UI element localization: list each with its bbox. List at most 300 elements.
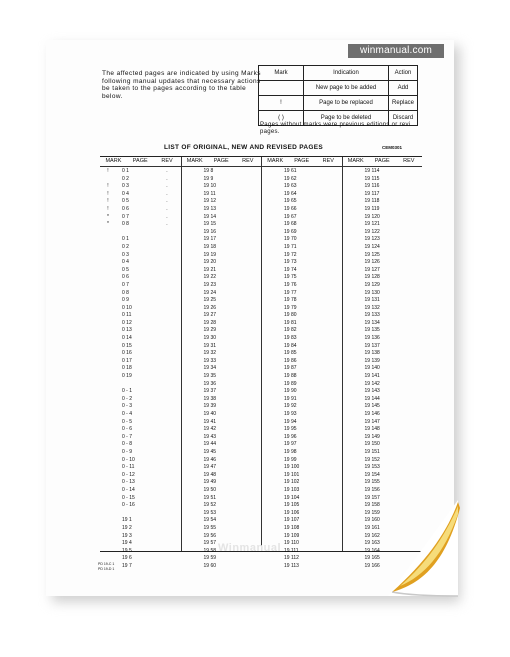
- page-cell: 19 68: [284, 221, 297, 228]
- list-row: [343, 183, 423, 191]
- mark-cell: [182, 327, 198, 335]
- list-row: [262, 350, 342, 358]
- mark-cell: [100, 236, 116, 244]
- page-cell: 0 2: [122, 175, 129, 182]
- mark-cell: [262, 411, 278, 419]
- page-cell: 19 147: [364, 418, 380, 425]
- list-row: [262, 198, 342, 206]
- mark-cell: [182, 540, 198, 548]
- rev-cell: [399, 176, 421, 184]
- page-cell: 19 19: [203, 251, 217, 258]
- rev-cell: [399, 426, 421, 434]
- page-cell: 19 114: [364, 168, 380, 174]
- page-cell: 19 53: [203, 509, 217, 516]
- page-cell: 19 85: [284, 350, 297, 357]
- list-row: [100, 267, 181, 275]
- rev-cell: [318, 252, 340, 260]
- list-row: [343, 464, 423, 472]
- list-row: [182, 388, 262, 396]
- list-row: [182, 457, 262, 465]
- list-row: [343, 365, 423, 373]
- page-cell: 19 32: [203, 350, 217, 357]
- page-cell: 19 72: [284, 251, 297, 258]
- page-cell: 19 28: [203, 319, 217, 326]
- rev-cell: [238, 388, 260, 396]
- list-row: [343, 259, 423, 267]
- page-cell: 0 12: [122, 319, 132, 326]
- mark-cell: [100, 479, 116, 487]
- mark-cell: [182, 282, 198, 290]
- legend-header-action: Action: [389, 66, 418, 81]
- page-cell: 0 7: [122, 213, 129, 220]
- column-header-mark: MARK: [186, 158, 203, 164]
- mark-cell: [343, 464, 359, 472]
- mark-cell: [182, 252, 198, 260]
- page-cell: 19 90: [284, 388, 297, 395]
- rev-cell: [238, 176, 260, 184]
- page-cell: 19 38: [203, 395, 217, 402]
- list-row: [100, 320, 181, 328]
- list-row: [100, 449, 181, 457]
- mark-cell: [262, 305, 278, 313]
- page-cell: 0 2: [122, 243, 129, 250]
- intro-text: The affected pages are indicated by using Marks following manual updates that necessary actions be taken to the pages according to the table below.: [102, 70, 261, 100]
- list-row: [100, 183, 181, 191]
- mark-cell: [343, 198, 359, 206]
- list-row: [343, 403, 423, 411]
- mark-cell: [343, 381, 359, 389]
- list-row: [182, 221, 262, 229]
- list-row: [182, 252, 262, 260]
- page-cell: 19 137: [364, 342, 380, 349]
- page-cell: 19 26: [203, 304, 217, 311]
- mark-cell: [262, 403, 278, 411]
- rev-cell: [238, 403, 260, 411]
- list-row: [100, 381, 181, 389]
- page-cell: 0 9: [122, 297, 129, 304]
- mark-cell: [262, 517, 278, 525]
- page-cell: 0 - 5: [122, 418, 133, 425]
- column-header: [343, 157, 423, 167]
- mark-cell: [182, 555, 198, 563]
- mark-cell: [182, 244, 198, 252]
- rev-cell: [399, 373, 421, 381]
- column-header-mark: MARK: [347, 158, 364, 164]
- page-cell: 19 27: [203, 312, 217, 319]
- rev-cell: [238, 510, 260, 518]
- rev-cell: [156, 305, 178, 313]
- column-header: [262, 157, 342, 167]
- column-header-mark: MARK: [267, 158, 284, 164]
- list-row: [182, 555, 262, 563]
- list-row: [100, 252, 181, 260]
- page-cell: 19 1: [122, 517, 132, 524]
- mark-cell: [262, 388, 278, 396]
- mark-cell: [343, 297, 359, 305]
- page-cell: 0 16: [122, 350, 132, 357]
- list-row: [262, 449, 342, 457]
- page-cell: 19 71: [284, 243, 297, 250]
- list-row: [100, 517, 181, 525]
- mark-cell: [262, 464, 278, 472]
- rev-cell: [156, 350, 178, 358]
- list-row: [262, 274, 342, 282]
- rev-cell: [238, 555, 260, 563]
- rev-cell: [318, 221, 340, 229]
- rev-cell: [238, 221, 260, 229]
- mark-cell: [343, 419, 359, 427]
- list-row: [343, 229, 423, 237]
- page-cell: 19 142: [364, 380, 380, 387]
- list-row: [262, 381, 342, 389]
- page-cell: 19 55: [203, 524, 217, 531]
- mark-cell: [262, 198, 278, 206]
- rev-cell: [399, 327, 421, 335]
- rev-cell: [156, 555, 178, 563]
- page-cell: 19 50: [203, 486, 217, 493]
- list-row: [262, 464, 342, 472]
- list-row: [343, 198, 423, 206]
- rev-cell: [156, 525, 178, 533]
- rev-cell: [156, 464, 178, 472]
- page-cell: 19 40: [203, 411, 217, 417]
- column-header-page: PAGE: [294, 158, 310, 164]
- mark-cell: [100, 525, 116, 533]
- rev-cell: [238, 191, 260, 199]
- list-row: [182, 472, 262, 480]
- mark-cell: [182, 183, 198, 191]
- list-row: [182, 434, 262, 442]
- list-row: [343, 327, 423, 335]
- mark-cell: [100, 540, 116, 548]
- mark-cell: [100, 457, 116, 465]
- page-cell: 19 4: [122, 540, 132, 547]
- list-row: [262, 252, 342, 260]
- mark-cell: [100, 229, 116, 237]
- mark-cell: [182, 191, 198, 199]
- list-row: [262, 297, 342, 305]
- mark-cell: [182, 206, 198, 214]
- list-row: [343, 312, 423, 320]
- mark-cell: [182, 176, 198, 184]
- mark-cell: [262, 555, 278, 563]
- rev-cell: [318, 335, 340, 343]
- page-cell: 19 12: [203, 198, 217, 205]
- rev-cell: [156, 403, 178, 411]
- page-cell: 19 146: [364, 411, 380, 417]
- page-cell: 19 73: [284, 259, 297, 266]
- mark-cell: [182, 168, 198, 176]
- list-row: [100, 335, 181, 343]
- mark-cell: [262, 563, 278, 571]
- rev-cell: [318, 533, 340, 541]
- list-row: [262, 183, 342, 191]
- list-row: [262, 403, 342, 411]
- list-row: [343, 244, 423, 252]
- page-cell: 19 7: [122, 562, 132, 569]
- list-row: [100, 176, 181, 184]
- page-cell: 19 43: [203, 433, 217, 440]
- page-cell: 19 139: [364, 357, 380, 364]
- page-cell: 19 101: [284, 471, 300, 478]
- mark-cell: [182, 441, 198, 449]
- page-cell: 19 155: [364, 479, 380, 486]
- list-row: [100, 198, 181, 206]
- mark-cell: [100, 305, 116, 313]
- page-cell: 19 159: [364, 509, 380, 516]
- rev-cell: [156, 312, 178, 320]
- page-cell: 19 91: [284, 395, 297, 402]
- list-row: [100, 510, 181, 518]
- rev-cell: [156, 274, 178, 282]
- page-cell: 19 47: [203, 464, 217, 471]
- page-cell: 19 138: [364, 350, 380, 357]
- rev-cell: [318, 510, 340, 518]
- mark-cell: [343, 214, 359, 222]
- list-row: [182, 176, 262, 184]
- page-cell: 19 117: [364, 190, 380, 197]
- rev-cell: [399, 183, 421, 191]
- mark-cell: [182, 533, 198, 541]
- mark-cell: [262, 358, 278, 366]
- page-cell: 19 88: [284, 373, 297, 380]
- list-row: [100, 343, 181, 351]
- mark-cell: [262, 419, 278, 427]
- page-cell: 19 118: [364, 198, 380, 205]
- mark-cell: [343, 449, 359, 457]
- mark-cell: [100, 472, 116, 480]
- rev-cell: [156, 479, 178, 487]
- rev-cell: [156, 365, 178, 373]
- rev-cell: [156, 297, 178, 305]
- list-row: [182, 236, 262, 244]
- list-row: [262, 472, 342, 480]
- mark-cell: [182, 388, 198, 396]
- mark-cell: [182, 517, 198, 525]
- rev-cell: [238, 365, 260, 373]
- list-row: [100, 403, 181, 411]
- legend-row: [259, 81, 418, 96]
- mark-cell: [343, 457, 359, 465]
- page-cell: 19 145: [364, 403, 380, 410]
- page-cell: 19 105: [284, 502, 300, 509]
- page-cell: 19 59: [203, 555, 217, 562]
- list-row: [262, 426, 342, 434]
- page-cell: [116, 229, 156, 237]
- list-row: [262, 555, 342, 563]
- page-cell: 0 - 1: [122, 388, 133, 395]
- list-row: [182, 479, 262, 487]
- rev-cell: [318, 502, 340, 510]
- page-cell: 19 14: [203, 213, 217, 220]
- mark-cell: [182, 563, 198, 571]
- page-cell: 19 143: [364, 388, 380, 395]
- page-cell: 19 51: [203, 494, 217, 501]
- mark-cell: [100, 533, 116, 541]
- page-cell: 19 3: [122, 532, 132, 539]
- page-cell: 19 122: [364, 228, 380, 235]
- rev-cell: [318, 274, 340, 282]
- note-text: Pages without marks were previous editions or revi pages.: [260, 122, 411, 135]
- legend-header-row: [259, 66, 418, 81]
- page-cell: 19 58: [203, 547, 217, 554]
- mark-cell: [343, 343, 359, 351]
- legend-mark: !: [259, 96, 304, 111]
- mark-cell: [100, 320, 116, 328]
- list-row: [262, 388, 342, 396]
- page-curl-icon: [388, 500, 468, 600]
- mark-cell: [100, 464, 116, 472]
- page-cell: 19 67: [284, 213, 297, 220]
- page-cell: 19 18: [203, 243, 217, 250]
- page-cell: 0 7: [122, 281, 129, 288]
- mark-cell: [343, 540, 359, 548]
- mark-cell: [343, 434, 359, 442]
- mark-cell: [343, 365, 359, 373]
- page-cell: 0 4: [122, 190, 129, 197]
- page-cell: 0 - 13: [122, 479, 135, 486]
- column-header-rev: REV: [403, 158, 415, 164]
- page-cell: 19 29: [203, 327, 217, 334]
- page-cell: 19 63: [284, 183, 297, 190]
- rev-cell: [238, 373, 260, 381]
- mark-cell: [343, 487, 359, 495]
- mark-cell: [182, 259, 198, 267]
- rev-cell: [238, 198, 260, 206]
- rev-cell: [399, 403, 421, 411]
- mark-cell: [100, 396, 116, 404]
- list-row: [262, 221, 342, 229]
- mark-cell: [182, 479, 198, 487]
- list-row: [343, 358, 423, 366]
- page-cell: 0 - 7: [122, 433, 133, 440]
- page-cell: 19 144: [364, 395, 380, 402]
- page-cell: 19 103: [284, 486, 300, 493]
- rev-cell: [318, 548, 340, 556]
- column-header-page: PAGE: [132, 158, 148, 164]
- rev-cell: [318, 236, 340, 244]
- rev-cell: [238, 183, 260, 191]
- mark-cell: [343, 274, 359, 282]
- list-row: [182, 517, 262, 525]
- rev-cell: [156, 563, 178, 571]
- rev-cell: [399, 449, 421, 457]
- list-row: [262, 305, 342, 313]
- page-cell: 19 25: [203, 297, 217, 304]
- list-row: [100, 305, 181, 313]
- list-row: [100, 274, 181, 282]
- mark-cell: [343, 472, 359, 480]
- page-cell: 19 162: [364, 532, 380, 539]
- rev-cell: [156, 426, 178, 434]
- rev-cell: [318, 563, 340, 571]
- page-cell: 19 136: [364, 335, 380, 342]
- mark-cell: [100, 502, 116, 510]
- page-cell: 19 20: [203, 259, 217, 266]
- mark-cell: [262, 396, 278, 404]
- page-cell: 19 119: [364, 205, 380, 212]
- rev-cell: [318, 403, 340, 411]
- mark-cell: [343, 191, 359, 199]
- page-cell: 19 49: [203, 479, 217, 486]
- rev-cell: [156, 388, 178, 396]
- rev-cell: [238, 358, 260, 366]
- page-cell: 19 104: [284, 494, 300, 501]
- list-row: [182, 244, 262, 252]
- page-cell: 19 141: [364, 373, 380, 380]
- list-code: CEM0301: [382, 145, 403, 150]
- rev-cell: [156, 252, 178, 260]
- page-cell: 19 75: [284, 274, 297, 281]
- mark-cell: [343, 327, 359, 335]
- mark-cell: [262, 206, 278, 214]
- rev-cell: [238, 525, 260, 533]
- page-cell: 19 134: [364, 319, 380, 326]
- mark-cell: [343, 396, 359, 404]
- list-row: [100, 229, 181, 237]
- rev-cell: [238, 495, 260, 503]
- rev-cell: .: [166, 221, 168, 228]
- mark-cell: [182, 510, 198, 518]
- rev-cell: [318, 168, 340, 176]
- list-row: [100, 457, 181, 465]
- column-header-page: PAGE: [213, 158, 229, 164]
- list-row: [100, 540, 181, 548]
- rev-cell: [318, 449, 340, 457]
- page-cell: 19 98: [284, 448, 297, 455]
- rev-cell: [238, 419, 260, 427]
- list-row: [100, 525, 181, 533]
- rev-cell: [238, 229, 260, 237]
- rev-cell: [318, 176, 340, 184]
- mark-cell: [182, 403, 198, 411]
- rev-cell: [399, 320, 421, 328]
- rev-cell: [238, 282, 260, 290]
- rev-cell: [156, 259, 178, 267]
- list-row: [343, 176, 423, 184]
- page-cell: 19 45: [203, 448, 217, 455]
- list-row: [182, 206, 262, 214]
- page-cell: 0 3: [122, 251, 129, 258]
- mark-cell: [262, 168, 278, 176]
- rev-cell: .: [166, 183, 168, 190]
- page-cell: 19 69: [284, 228, 297, 235]
- mark-cell: [343, 373, 359, 381]
- page-cell: 19 78: [284, 297, 297, 304]
- rev-cell: [238, 441, 260, 449]
- list-row: [100, 464, 181, 472]
- list-row: [100, 168, 181, 176]
- page-cell: 0 - 6: [122, 426, 133, 433]
- rev-cell: [399, 198, 421, 206]
- mark-cell: [343, 229, 359, 237]
- rev-cell: [238, 434, 260, 442]
- watermark-link[interactable]: winmanual.com: [348, 44, 444, 58]
- mark-cell: [343, 221, 359, 229]
- mark-cell: [262, 502, 278, 510]
- page-cell: 19 129: [364, 281, 380, 288]
- mark-cell: [100, 517, 116, 525]
- list-row: [343, 274, 423, 282]
- mark-cell: [262, 267, 278, 275]
- page-cell: 0 3: [122, 183, 129, 190]
- mark-cell: [262, 449, 278, 457]
- list-row: [343, 206, 423, 214]
- rev-cell: [399, 472, 421, 480]
- rev-cell: [399, 350, 421, 358]
- list-row: [100, 350, 181, 358]
- rev-cell: [238, 290, 260, 298]
